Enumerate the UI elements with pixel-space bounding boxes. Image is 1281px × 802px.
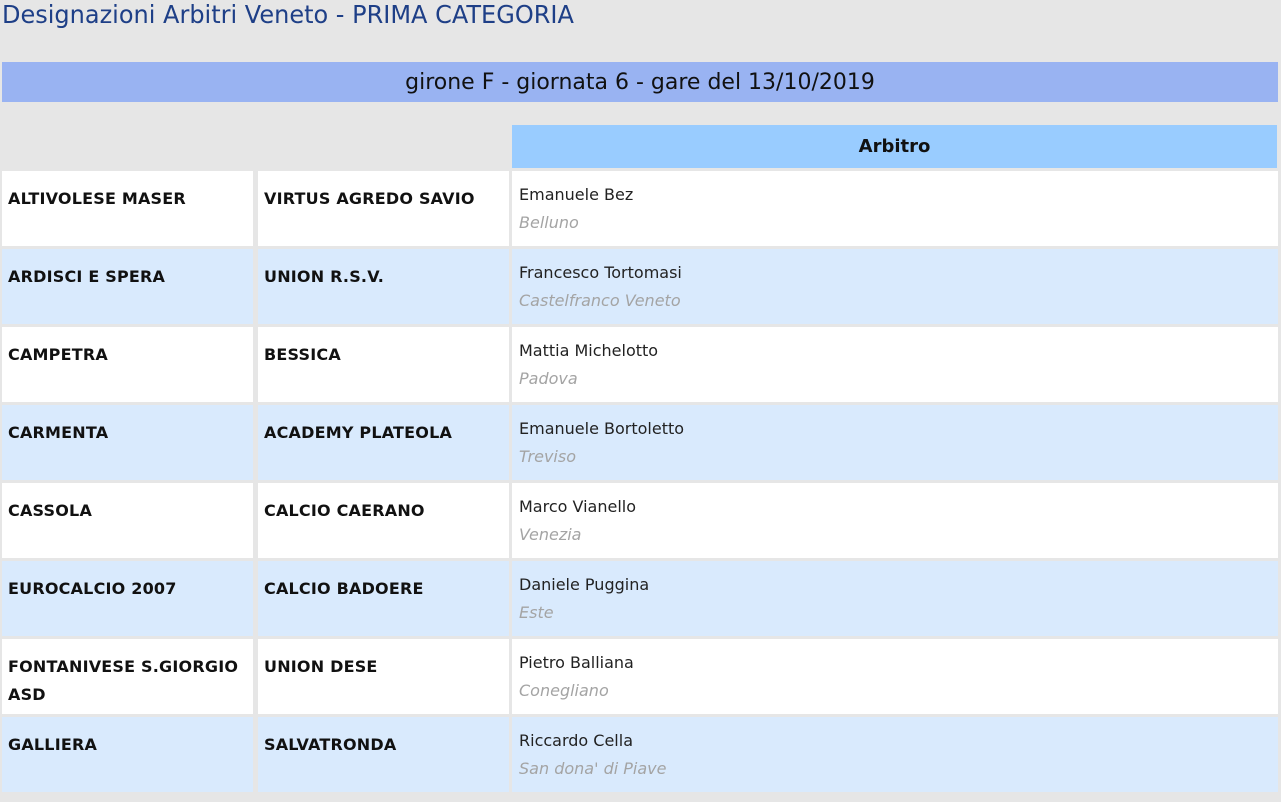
- table-row: [2, 639, 1278, 714]
- referee-city: Conegliano: [519, 681, 609, 700]
- referee-cell: [512, 483, 1278, 558]
- referee-name: Francesco Tortomasi: [519, 263, 682, 282]
- page-title: Designazioni Arbitri Veneto - PRIMA CATEGORIA: [2, 0, 574, 29]
- table-row: [2, 483, 1278, 558]
- referee-cell: [512, 249, 1278, 324]
- home-team: ARDISCI E SPERA: [8, 267, 166, 286]
- away-team-cell: [258, 327, 509, 402]
- table-row: [2, 327, 1278, 402]
- away-team: UNION DESE: [264, 657, 378, 676]
- table-row: [2, 171, 1278, 246]
- home-team-cell: [2, 171, 253, 246]
- away-team-cell: [258, 639, 509, 714]
- away-team: CALCIO CAERANO: [264, 501, 425, 520]
- home-team: CASSOLA: [8, 501, 93, 520]
- home-team-cell: [2, 639, 253, 714]
- away-team-cell: [258, 483, 509, 558]
- home-team-cell: [2, 405, 253, 480]
- matches-table: [2, 171, 1278, 795]
- table-row: [2, 249, 1278, 324]
- home-team-cell: [2, 717, 253, 792]
- home-team: CARMENTA: [8, 423, 109, 442]
- home-team-cell: [2, 249, 253, 324]
- home-team: EUROCALCIO 2007: [8, 579, 177, 598]
- referee-city: Belluno: [519, 213, 579, 232]
- referee-cell: [512, 717, 1278, 792]
- home-team: ALTIVOLESE MASER: [8, 189, 186, 208]
- home-team-cell: [2, 327, 253, 402]
- away-team: UNION R.S.V.: [264, 267, 384, 286]
- referee-city: Treviso: [519, 447, 576, 466]
- table-row: [2, 561, 1278, 636]
- table-row: [2, 405, 1278, 480]
- referee-name: Riccardo Cella: [519, 731, 633, 750]
- away-team-cell: [258, 405, 509, 480]
- referee-name: Daniele Puggina: [519, 575, 650, 594]
- home-team-cell: [2, 483, 253, 558]
- home-team: GALLIERA: [8, 735, 98, 754]
- away-team: VIRTUS AGREDO SAVIO: [264, 189, 475, 208]
- referee-city: Castelfranco Veneto: [519, 291, 681, 310]
- referee-city: Venezia: [519, 525, 582, 544]
- away-team-cell: [258, 561, 509, 636]
- referee-cell: [512, 639, 1278, 714]
- away-team-cell: [258, 171, 509, 246]
- away-team-cell: [258, 717, 509, 792]
- away-team-cell: [258, 249, 509, 324]
- referee-name: Mattia Michelotto: [519, 341, 659, 360]
- home-team-cell: [2, 561, 253, 636]
- referee-cell: [512, 405, 1278, 480]
- referee-cell: [512, 561, 1278, 636]
- home-team: CAMPETRA: [8, 345, 108, 364]
- away-team: BESSICA: [264, 345, 341, 364]
- table-row: [2, 717, 1278, 792]
- referee-city: Este: [519, 603, 554, 622]
- round-header: girone F - giornata 6 - gare del 13/10/2019: [2, 62, 1278, 102]
- referee-city: Padova: [519, 369, 578, 388]
- referee-name: Marco Vianello: [519, 497, 637, 516]
- home-team: FONTANIVESE S.GIORGIO ASD: [8, 657, 239, 704]
- referee-cell: [512, 171, 1278, 246]
- referee-cell: [512, 327, 1278, 402]
- referee-name: Emanuele Bortoletto: [519, 419, 685, 438]
- referee-name: Pietro Balliana: [519, 653, 634, 672]
- referee-name: Emanuele Bez: [519, 185, 634, 204]
- away-team: SALVATRONDA: [264, 735, 397, 754]
- away-team: ACADEMY PLATEOLA: [264, 423, 453, 442]
- header-spacer: [2, 102, 1278, 124]
- away-team: CALCIO BADOERE: [264, 579, 424, 598]
- referee-city: San dona' di Piave: [519, 759, 667, 778]
- referee-column-header: Arbitro: [512, 125, 1277, 168]
